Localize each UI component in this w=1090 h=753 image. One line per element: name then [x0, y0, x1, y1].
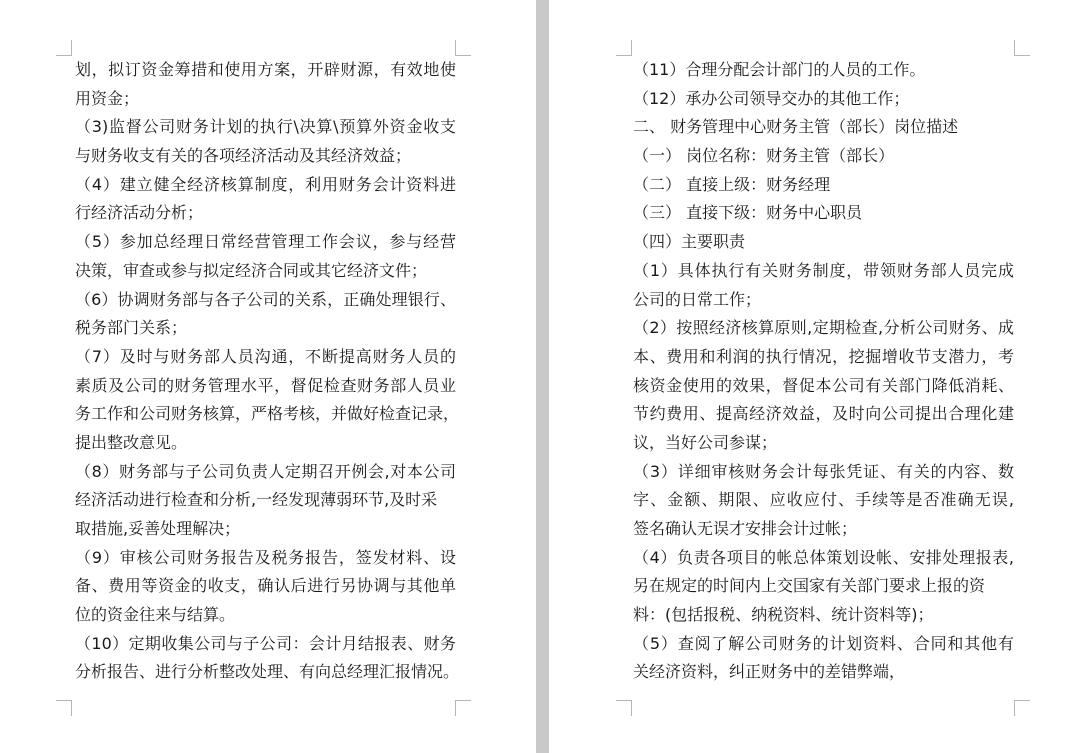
text-line: 议，当好公司参谋； — [633, 432, 778, 452]
margin-corner-mark — [1014, 700, 1030, 716]
text-line: 素质及公司的财务管理水平，督促检查财务部人员业 — [75, 375, 456, 395]
text-line: 决策，审查或参与拟定经济合同或其它经济文件； — [75, 260, 428, 280]
text-line: （12）承办公司领导交办的其他工作； — [633, 88, 910, 108]
text-line: （3）详细审核财务会计每张凭证、有关的内容、数 — [633, 461, 1014, 481]
text-line: 提出整改意见。 — [75, 432, 188, 452]
text-line: 二、 财务管理中心财务主管（部长）岗位描述 — [633, 117, 959, 137]
document-page-left — [0, 0, 536, 753]
text-line: 经济活动进行检查和分析,一经发现薄弱环节,及时采 — [75, 490, 438, 510]
margin-corner-mark — [1014, 40, 1030, 56]
page-text-body[interactable] — [75, 56, 460, 687]
text-line: 签名确认无误才安排会计过帐； — [633, 519, 858, 538]
text-line: 税务部门关系； — [75, 318, 188, 338]
text-line: 划，拟订资金筹措和使用方案，开辟财源，有效地使 — [75, 60, 456, 79]
text-line: （8）财务部与子公司负责人定期召开例会,对本公司 — [75, 461, 456, 481]
text-line: 关经济资料，纠正财务中的差错弊端， — [633, 662, 906, 682]
text-line: （10）定期收集公司与子公司：会计月结报表、财务 — [75, 633, 456, 653]
text-line: 备、费用等资金的收支，确认后进行另协调与其他单 — [75, 576, 456, 596]
document-page-right — [549, 0, 1090, 753]
margin-corner-mark — [56, 700, 72, 716]
text-line: （4）建立健全经济核算制度，利用财务会计资料进 — [75, 174, 456, 194]
text-line: 字、金额、期限、应收应付、手续等是否准确无误, — [633, 490, 1014, 510]
text-line: 用资金； — [75, 88, 140, 108]
text-line: （5）查阅了解公司财务的计划资料、合同和其他有 — [633, 633, 1014, 653]
margin-corner-mark — [455, 700, 471, 716]
text-line: （6）协调财务部与各子公司的关系，正确处理银行、 — [75, 289, 456, 309]
text-line: （11）合理分配会计部门的人员的工作。 — [633, 60, 926, 79]
margin-corner-mark — [616, 40, 632, 56]
text-line: （四）主要职责 — [633, 232, 746, 252]
text-line: 务工作和公司财务核算，严格考核，并做好检查记录， — [75, 404, 460, 424]
text-line: （2）按照经济核算原则,定期检查,分析公司财务、成 — [633, 318, 1014, 338]
text-line: （4）负责各项目的帐总体策划设帐、安排处理报表, — [633, 547, 1014, 567]
text-line: 本、费用和利润的执行情况，挖掘增收节支潜力，考 — [633, 346, 1014, 366]
text-line: 公司的日常工作； — [633, 289, 762, 309]
text-line: （5）参加总经理日常经营管理工作会议，参与经营 — [75, 232, 456, 252]
text-line: （二） 直接上级：财务经理 — [633, 174, 831, 194]
margin-corner-mark — [616, 700, 632, 716]
text-line: 行经济活动分析； — [75, 203, 204, 223]
margin-corner-mark — [455, 40, 471, 56]
text-line: （1）具体执行有关财务制度，带领财务部人员完成 — [633, 260, 1014, 280]
text-line: 位的资金往来与结算。 — [75, 605, 236, 625]
text-line: （三） 直接下级：财务中心职员 — [633, 203, 863, 223]
text-line: 另在规定的时间内上交国家有关部门要求上报的资 — [633, 576, 986, 596]
text-line: 料：(包括报税、纳税资料、统计资料等)； — [633, 605, 934, 625]
text-line: 核资金使用的效果，督促本公司有关部门降低消耗、 — [633, 375, 1014, 395]
text-line: （9）审核公司财务报告及税务报告，签发材料、设 — [75, 547, 456, 567]
text-line: （3)监督公司财务计划的执行\决算\预算外资金收支 — [75, 117, 456, 137]
text-line: （7）及时与财务部人员沟通，不断提高财务人员的 — [75, 346, 456, 366]
text-line: 与财务收支有关的各项经济活动及其经济效益； — [75, 146, 412, 166]
margin-corner-mark — [56, 40, 72, 56]
text-line: 分析报告、进行分析整改处理、有向总经理汇报情况。 — [75, 662, 460, 682]
text-line: （一） 岗位名称：财务主管（部长） — [633, 146, 895, 166]
page-text-body[interactable] — [633, 56, 1014, 687]
page-gap-divider — [536, 0, 549, 753]
text-line: 节约费用、提高经济效益，及时向公司提出合理化建 — [633, 404, 1014, 424]
text-line: 取措施,妥善处理解决； — [75, 519, 241, 538]
